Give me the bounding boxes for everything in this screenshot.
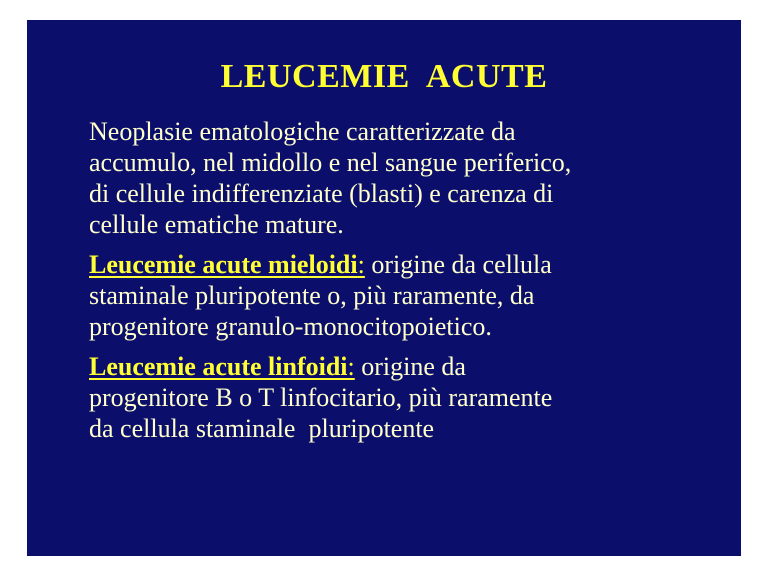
mieloidi-line-1-rest: origine da cellula	[364, 250, 552, 279]
slide-body	[89, 116, 729, 453]
intro-line-3: di cellule indifferenziate (blasti) e carenza di	[89, 179, 554, 208]
linfoidi-term: Leucemie acute linfoidi	[89, 352, 348, 381]
mieloidi-term: Leucemie acute mieloidi	[89, 250, 358, 279]
slide-title: LEUCEMIE ACUTE	[220, 58, 548, 95]
linfoidi-colon: :	[347, 352, 355, 381]
mieloidi-line-3: progenitore granulo-monocitopoietico.	[89, 312, 492, 341]
linfoidi-line-2: progenitore B o T linfocitario, più raramente	[89, 383, 553, 412]
mieloidi-colon: :	[357, 250, 365, 279]
linfoidi-paragraph	[89, 351, 729, 444]
intro-line-4: cellule ematiche mature.	[89, 210, 344, 239]
slide	[27, 20, 741, 556]
intro-paragraph	[89, 116, 729, 240]
mieloidi-paragraph	[89, 249, 729, 342]
intro-line-1: Neoplasie ematologiche caratterizzate da	[89, 117, 516, 146]
linfoidi-line-1-rest: origine da	[354, 352, 466, 381]
mieloidi-line-2: staminale pluripotente o, più raramente, da	[89, 281, 535, 310]
linfoidi-line-3: da cellula staminale pluripotente	[89, 414, 435, 443]
mieloidi-line-1	[89, 249, 729, 280]
intro-line-2: accumulo, nel midollo e nel sangue periferico,	[89, 148, 572, 177]
linfoidi-line-1	[89, 351, 729, 382]
